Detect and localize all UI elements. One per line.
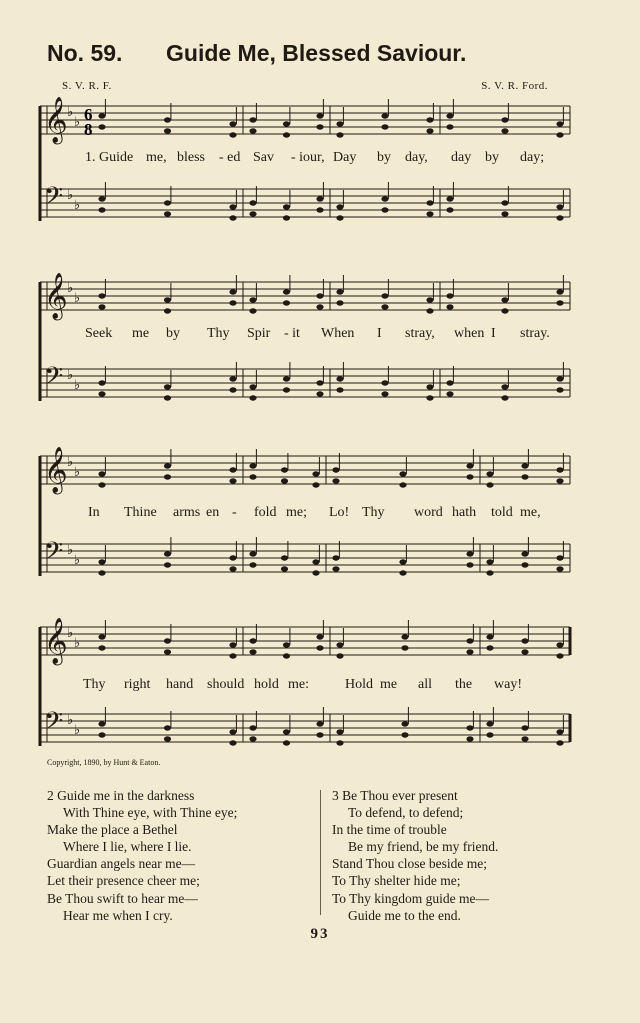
lyric-syllable: me: xyxy=(288,677,309,692)
note-head xyxy=(336,387,343,392)
note-head xyxy=(446,380,453,385)
note-head xyxy=(521,463,528,468)
note-head xyxy=(249,649,256,654)
note-head xyxy=(486,634,493,639)
flat-sign: ♭ xyxy=(74,465,81,480)
note-head xyxy=(486,471,493,476)
note-head xyxy=(164,638,171,643)
note-head xyxy=(336,132,343,137)
note-head xyxy=(229,289,236,294)
note-head xyxy=(164,463,171,468)
verse-line: Make the place a Bethel xyxy=(47,822,178,838)
note-head xyxy=(426,211,433,216)
verse-line: To defend, to defend; xyxy=(348,805,464,821)
note-head xyxy=(556,121,563,126)
note-head xyxy=(399,570,406,575)
note-head xyxy=(556,740,563,745)
note-head xyxy=(98,391,105,396)
lyric-syllable: Thy xyxy=(362,505,385,520)
verse-line: In the time of trouble xyxy=(332,822,447,838)
note-head xyxy=(556,376,563,381)
note-head xyxy=(249,551,256,556)
lyric-syllable: - iour, xyxy=(291,150,325,165)
lyric-syllable: the xyxy=(455,677,473,692)
note-head xyxy=(426,200,433,205)
bass-clef-icon: 𝄢 xyxy=(44,537,64,572)
flat-sign: ♭ xyxy=(74,198,81,213)
note-head xyxy=(521,474,528,479)
lyric-syllable: Day xyxy=(333,150,357,165)
note-head xyxy=(249,725,256,730)
note-head xyxy=(316,293,323,298)
verse-line: Guardian angels near me— xyxy=(47,856,196,872)
note-head xyxy=(164,736,171,741)
flat-sign: ♭ xyxy=(67,188,74,203)
note-head xyxy=(501,395,508,400)
lyric-syllable: I xyxy=(377,326,382,341)
note-head xyxy=(466,725,473,730)
note-head xyxy=(164,128,171,133)
flat-sign: ♭ xyxy=(74,115,81,130)
note-head xyxy=(229,387,236,392)
note-head xyxy=(98,207,105,212)
note-head xyxy=(521,562,528,567)
lyric-syllable: me, xyxy=(520,505,541,520)
note-head xyxy=(426,297,433,302)
note-head xyxy=(316,732,323,737)
note-head xyxy=(249,638,256,643)
note-head xyxy=(332,566,339,571)
note-head xyxy=(381,391,388,396)
note-head xyxy=(332,467,339,472)
verse-line: Let their presence cheer me; xyxy=(47,873,200,889)
music-credit: S. V. R. Ford. xyxy=(481,80,548,92)
flat-sign: ♭ xyxy=(67,713,74,728)
note-head xyxy=(401,645,408,650)
note-head xyxy=(283,204,290,209)
time-signature-bottom: 8 xyxy=(84,120,93,139)
verse-3 xyxy=(332,787,498,924)
note-head xyxy=(556,729,563,734)
lyric-line-4 xyxy=(47,677,572,699)
flat-sign: ♭ xyxy=(74,636,81,651)
treble-clef-icon: 𝄞 xyxy=(44,447,68,493)
lyric-syllable: me; xyxy=(286,505,307,520)
note-head xyxy=(446,391,453,396)
copyright-notice: Copyright, 1890, by Hunt & Eaton. xyxy=(47,758,161,767)
lyric-syllable: right xyxy=(124,677,151,692)
note-head xyxy=(336,121,343,126)
note-head xyxy=(283,729,290,734)
note-head xyxy=(446,124,453,129)
time-signature-top: 6 xyxy=(84,105,93,124)
lyric-syllable: en xyxy=(206,505,220,520)
note-head xyxy=(336,740,343,745)
treble-clef-icon: 𝄞 xyxy=(44,618,68,664)
note-head xyxy=(98,732,105,737)
note-head xyxy=(229,467,236,472)
verse-line: Stand Thou close beside me; xyxy=(332,856,487,872)
note-head xyxy=(316,721,323,726)
note-head xyxy=(164,551,171,556)
lyric-syllable: by xyxy=(485,150,499,165)
lyric-syllable: Thy xyxy=(83,677,106,692)
note-head xyxy=(466,638,473,643)
lyric-syllable: all xyxy=(418,677,432,692)
note-head xyxy=(401,721,408,726)
note-head xyxy=(98,634,105,639)
note-head xyxy=(164,649,171,654)
note-head xyxy=(249,128,256,133)
lyric-syllable: I xyxy=(491,326,496,341)
lyric-syllable: - xyxy=(232,505,237,520)
note-head xyxy=(98,304,105,309)
note-head xyxy=(316,124,323,129)
lyric-syllable: day, xyxy=(405,150,428,165)
note-head xyxy=(501,117,508,122)
note-head xyxy=(426,117,433,122)
note-head xyxy=(336,642,343,647)
note-head xyxy=(501,308,508,313)
note-head xyxy=(556,642,563,647)
note-head xyxy=(164,725,171,730)
note-head xyxy=(229,566,236,571)
note-head xyxy=(426,308,433,313)
verse-line: With Thine eye, with Thine eye; xyxy=(63,805,238,821)
note-head xyxy=(336,376,343,381)
note-head xyxy=(164,474,171,479)
note-head xyxy=(336,653,343,658)
verse-line: 3 Be Thou ever present xyxy=(332,788,458,803)
flat-sign: ♭ xyxy=(67,626,74,641)
note-head xyxy=(556,132,563,137)
lyric-syllable: stray. xyxy=(520,326,550,341)
note-head xyxy=(399,471,406,476)
note-head xyxy=(98,721,105,726)
note-head xyxy=(281,555,288,560)
lyric-syllable: arms xyxy=(173,505,201,520)
note-head xyxy=(381,124,388,129)
note-head xyxy=(281,467,288,472)
note-head xyxy=(446,304,453,309)
note-head xyxy=(446,113,453,118)
note-head xyxy=(249,736,256,741)
note-head xyxy=(501,128,508,133)
note-head xyxy=(466,562,473,567)
note-head xyxy=(332,478,339,483)
verse-2 xyxy=(47,787,237,924)
lyric-syllable: In xyxy=(88,505,100,520)
lyric-syllable: day xyxy=(451,150,472,165)
note-head xyxy=(229,204,236,209)
note-head xyxy=(486,721,493,726)
treble-clef-icon: 𝄞 xyxy=(44,97,68,143)
lyric-syllable: by xyxy=(166,326,180,341)
lyric-syllable: when xyxy=(454,326,485,341)
note-head xyxy=(486,482,493,487)
verse-line: To Thy kingdom guide me— xyxy=(332,890,490,906)
lyric-syllable: me xyxy=(380,677,398,692)
page-number: 93 xyxy=(310,926,330,942)
verse-line: 2 Guide me in the darkness xyxy=(47,788,195,803)
note-head xyxy=(283,121,290,126)
lyric-syllable: should xyxy=(207,677,245,692)
note-head xyxy=(466,736,473,741)
note-head xyxy=(556,555,563,560)
note-head xyxy=(229,555,236,560)
note-head xyxy=(446,196,453,201)
note-head xyxy=(501,200,508,205)
note-head xyxy=(229,478,236,483)
note-head xyxy=(164,395,171,400)
lyric-syllable: me xyxy=(132,326,150,341)
note-head xyxy=(229,132,236,137)
lyric-syllable: - ed xyxy=(219,150,241,165)
note-head xyxy=(229,729,236,734)
note-head xyxy=(249,395,256,400)
note-head xyxy=(249,562,256,567)
lyric-syllable: When xyxy=(321,326,355,341)
lyric-syllable: told xyxy=(491,505,513,520)
lyric-syllable: Spir xyxy=(247,326,271,341)
note-head xyxy=(446,207,453,212)
note-head xyxy=(332,555,339,560)
note-head xyxy=(381,113,388,118)
note-head xyxy=(426,384,433,389)
note-head xyxy=(316,380,323,385)
verse-line: Where I lie, where I lie. xyxy=(63,839,192,855)
flat-sign: ♭ xyxy=(67,281,74,296)
note-head xyxy=(336,729,343,734)
flat-sign: ♭ xyxy=(67,543,74,558)
lyric-syllable: stray, xyxy=(405,326,435,341)
verse-line: Be my friend, be my friend. xyxy=(348,839,499,855)
note-head xyxy=(98,559,105,564)
note-head xyxy=(316,304,323,309)
verse-line: Be Thou swift to hear me— xyxy=(47,890,198,906)
flat-sign: ♭ xyxy=(67,105,74,120)
lyric-syllable: - it xyxy=(284,326,300,341)
bass-clef-icon: 𝄢 xyxy=(44,707,64,742)
note-head xyxy=(249,117,256,122)
lyric-syllable: hath xyxy=(452,505,477,520)
lyric-syllable: way! xyxy=(494,677,522,692)
lyric-syllable: 1. Guide xyxy=(85,150,134,165)
column-divider xyxy=(320,790,321,915)
note-head xyxy=(283,653,290,658)
lyric-syllable: Seek xyxy=(85,326,113,341)
note-head xyxy=(283,300,290,305)
note-head xyxy=(312,471,319,476)
note-head xyxy=(381,293,388,298)
note-head xyxy=(501,297,508,302)
note-head xyxy=(401,634,408,639)
note-head xyxy=(164,117,171,122)
flat-sign: ♭ xyxy=(74,723,81,738)
hymn-title: Guide Me, Blessed Saviour. xyxy=(166,40,467,66)
note-head xyxy=(249,463,256,468)
note-head xyxy=(401,732,408,737)
note-head xyxy=(283,132,290,137)
lyric-syllable: Thy xyxy=(207,326,230,341)
note-head xyxy=(164,211,171,216)
lyric-syllable: bless xyxy=(177,150,205,165)
note-head xyxy=(556,387,563,392)
clefs xyxy=(44,97,80,742)
note-head xyxy=(164,384,171,389)
note-head xyxy=(399,482,406,487)
note-head xyxy=(249,200,256,205)
note-head xyxy=(381,380,388,385)
note-head xyxy=(556,478,563,483)
note-head xyxy=(249,474,256,479)
note-head xyxy=(249,211,256,216)
verse-line: To Thy shelter hide me; xyxy=(332,873,461,889)
lyric-syllable: Lo! xyxy=(329,505,350,520)
note-head xyxy=(446,293,453,298)
note-head xyxy=(501,384,508,389)
flat-sign: ♭ xyxy=(67,368,74,383)
note-head xyxy=(336,215,343,220)
note-head xyxy=(466,474,473,479)
note-head xyxy=(164,308,171,313)
note-head xyxy=(426,395,433,400)
note-head xyxy=(381,196,388,201)
note-head xyxy=(486,570,493,575)
note-head xyxy=(164,562,171,567)
note-head xyxy=(281,566,288,571)
note-head xyxy=(316,207,323,212)
note-head xyxy=(316,196,323,201)
note-head xyxy=(556,467,563,472)
note-head xyxy=(312,482,319,487)
note-head xyxy=(164,297,171,302)
bass-clef-icon: 𝄢 xyxy=(44,362,64,397)
note-head xyxy=(229,740,236,745)
note-head xyxy=(426,128,433,133)
note-head xyxy=(556,300,563,305)
note-head xyxy=(98,113,105,118)
note-head xyxy=(486,732,493,737)
lyric-syllable: by xyxy=(377,150,391,165)
note-head xyxy=(281,478,288,483)
note-head xyxy=(164,200,171,205)
note-head xyxy=(283,740,290,745)
note-head xyxy=(336,289,343,294)
note-head xyxy=(336,204,343,209)
note-head xyxy=(399,559,406,564)
note-head xyxy=(501,211,508,216)
note-head xyxy=(98,570,105,575)
flat-sign: ♭ xyxy=(74,378,81,393)
note-head xyxy=(336,300,343,305)
time-signature xyxy=(84,105,93,139)
lyric-syllable: Sav xyxy=(253,150,274,165)
lyric-syllable: word xyxy=(414,505,443,520)
note-head xyxy=(466,551,473,556)
note-head xyxy=(521,649,528,654)
lyric-line-2 xyxy=(47,326,572,348)
note-head xyxy=(316,634,323,639)
flat-sign: ♭ xyxy=(74,291,81,306)
note-head xyxy=(229,653,236,658)
note-head xyxy=(249,384,256,389)
flat-sign: ♭ xyxy=(67,455,74,470)
note-head xyxy=(316,391,323,396)
lyric-syllable: Thine xyxy=(124,505,157,520)
note-head xyxy=(521,551,528,556)
note-head xyxy=(229,215,236,220)
verse-line: Guide me to the end. xyxy=(348,907,461,923)
note-head xyxy=(283,215,290,220)
note-head xyxy=(229,642,236,647)
note-head xyxy=(556,289,563,294)
note-head xyxy=(98,293,105,298)
note-head xyxy=(229,376,236,381)
note-head xyxy=(556,204,563,209)
note-head xyxy=(381,207,388,212)
note-head xyxy=(229,121,236,126)
lyric-syllable: day; xyxy=(520,150,545,165)
lyric-line-1 xyxy=(47,150,572,172)
lyric-syllable: fold xyxy=(254,505,277,520)
lyric-syllable: hold xyxy=(254,677,279,692)
lyric-syllable: hand xyxy=(166,677,194,692)
note-head xyxy=(312,559,319,564)
treble-clef-icon: 𝄞 xyxy=(44,273,68,319)
note-head xyxy=(556,653,563,658)
note-head xyxy=(521,725,528,730)
note-head xyxy=(98,196,105,201)
note-head xyxy=(466,649,473,654)
note-head xyxy=(249,297,256,302)
hymn-number: No. 59. xyxy=(47,40,123,66)
note-head xyxy=(98,645,105,650)
note-head xyxy=(283,387,290,392)
verse-line: Hear me when I cry. xyxy=(63,907,173,923)
note-head xyxy=(312,570,319,575)
bass-clef-icon: 𝄢 xyxy=(44,182,64,217)
note-head xyxy=(556,215,563,220)
lyric-syllable: Hold xyxy=(345,677,373,692)
note-head xyxy=(381,304,388,309)
note-head xyxy=(486,645,493,650)
note-head xyxy=(316,645,323,650)
note-head xyxy=(98,471,105,476)
words-credit: S. V. R. F. xyxy=(62,80,112,92)
note-head xyxy=(249,308,256,313)
note-head xyxy=(283,376,290,381)
note-head xyxy=(466,463,473,468)
note-head xyxy=(98,124,105,129)
note-head xyxy=(98,482,105,487)
note-head xyxy=(229,300,236,305)
note-head xyxy=(521,638,528,643)
note-head xyxy=(556,566,563,571)
flat-sign: ♭ xyxy=(74,553,81,568)
note-head xyxy=(98,380,105,385)
note-head xyxy=(486,559,493,564)
note-head xyxy=(521,736,528,741)
note-head xyxy=(283,289,290,294)
note-head xyxy=(283,642,290,647)
note-head xyxy=(316,113,323,118)
lyric-syllable: me, xyxy=(146,150,167,165)
lyric-line-3 xyxy=(47,505,572,527)
